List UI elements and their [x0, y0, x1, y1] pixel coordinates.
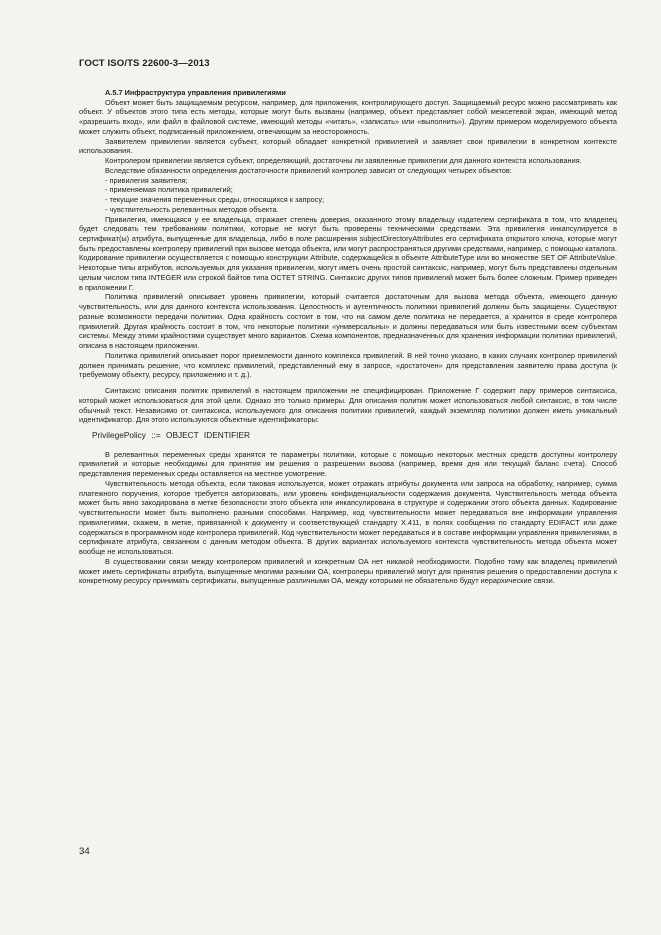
- paragraph: Объект может быть защищаемым ресурсом, например, для приложения, контролирующего доступ. Защищаемый ресурс можно рассматривать как объект. У объектов этого типа есть методы, которые могут быть вызваны (например, объект представляет собой межсетевой экран, имеющий метод «разрешить вход», или файл в файловой системе, имеющий методы «читать», «записать» или «выполнить»). Другим примером моделируемого объекта может служить объект, подписанный приложением, отвечающим за неосторожность.: [79, 97, 617, 136]
- paragraph: Чувствительность метода объекта, если таковая используется, может отражать атрибуты документа или запроса на обработку, например, сумма платежного поручения, которое требуется авторизовать, или уровень конфиденциальности содержания документа. Чувствительность метода объекта может быть явно закодирована в метке безопасности этого объекта или инкапсулирована в структуре и содержании этого объекта данных. Кодирование чувствительности может быть выполнено разными способами. Например, код чувствительности может передаваться вне информации управления привилегиями, скажем, в метке, привязанной к документу и соответствующей стандарту X.411, в полях сообщения по стандарту EDIFACT или даже содержаться в программном коде контролера привилегий. Код чувствительности может передаваться и в составе информации управления привилегиями, в сертификате атрибута, связанном с данным методом объекта. В других вариантах используемого контекста чувствительность метода объекта может вообще не использоваться.: [79, 478, 617, 557]
- section-title: А.5.7 Инфраструктура управления привилегиями: [105, 88, 286, 97]
- paragraph: Политика привилегий описывает порог приемлемости данного комплекса привилегий. В ней точно указано, в каких случаях контролер привилегий должен принимать решение, что комплекс привилегий, представленный ему в запросе, «достаточен» для представления заявителю права доступа (к требуемому объекту, ресурсу, приложению и т. д.).: [79, 350, 617, 380]
- paragraph-syntax: Синтаксис описания политик привилегий в настоящем приложении не специфицирован. Приложение Г содержит пару примеров синтаксиса, который может использоваться для этой цели. Однако это только примеры. Для описания политик может использоваться любой синтаксис, в том числе обычный текст. Независимо от синтаксиса, используемого для описания политики привилегий, каждый экземпляр политики должен иметь уникальный идентификатор. Для этого используются объектные идентификаторы:: [79, 386, 617, 425]
- list-item: - текущие значения переменных среды, относящихся к запросу;: [105, 195, 325, 205]
- paragraph: Заявителем привилегии является субъект, который обладает конкретной привилегией и заявляет свои привилегии в конкретном контексте использования.: [79, 136, 617, 156]
- paragraph: Привилегия, имеющаяся у ее владельца, отражает степень доверия, оказанного этому владельцу издателем сертификата в том, что владелец будет следовать тем требованиям политики, которые не могут быть проверены техническими средствами. Эта привилегия инкапсулируется в сертификат(ы) атрибута, выпущенные для владельца, либо в поле расширения subjectDirectoryAttributes его сертификата открытого ключа, которые могут быть предоставлены контролеру привилегий при вызове метода объекта, или могут распространяться другими средствами, например, с помощью каталога. Кодирование привилегии осуществляется с помощью конструкции Attribute, содержащейся в объекте AttributeType или во множестве SET OF AttributeValue. Некоторые типы атрибутов, используемых для указания привилегии, могут иметь очень простой синтаксис, например, могут быть представлены отдельным целым числом типа INTEGER или строкой байтов типа OCTET STRING. Синтаксис других типов привилегий может быть более сложным. Пример приведен в приложении Г.: [79, 214, 617, 292]
- list-item: - применяемая политика привилегий;: [105, 185, 233, 195]
- document-body: [79, 88, 617, 586]
- requirements-list: [79, 176, 617, 215]
- code-line: PrivilegePolicy ::= OBJECT IDENTIFIER: [92, 429, 250, 440]
- paragraph: В существовании связи между контролером привилегий и конкретным ОА нет никакой необходимости. Подобно тому как владелец привилегий может иметь сертификаты атрибута, выпущенные многими разными ОА, контролеры привилегий могут для принятия решения о предоставлении доступа к конкретному ресурсу принимать сертификаты, выпущенные различными ОА, между которыми не обязательно будут иерархические связи.: [79, 556, 617, 586]
- list-item: - чувствительность релевантных методов объекта.: [105, 204, 279, 214]
- paragraph: Вследствие обязанности определения достаточности привилегий контролер зависит от следующих четырех объектов:: [105, 165, 512, 175]
- paragraph: В релевантных переменных среды хранятся те параметры политики, которые с помощью некоторых местных средств доступны контролеру привилегий и которые необходимы для принятия им решения о разрешении вызова (например, время дня или текущий баланс счета). Способ представления переменных среды оставляется на местное усмотрение.: [79, 449, 617, 479]
- paragraph: Контролером привилегии является субъект, определяющий, достаточны ли заявленные привилегии для данного контекста использования.: [105, 156, 582, 166]
- document-header: ГОСТ ISO/TS 22600-3—2013: [79, 58, 210, 69]
- list-item: - привилегия заявителя;: [105, 175, 188, 185]
- paragraph: Политика привилегий описывает уровень привилегии, который считается достаточным для вызова метода объекта, имеющего данную чувствительность, или для данного контекста использования. Целостность и аутентичность политики привилегий должны быть защищены. Существуют разные возможности передачи политики. Одна крайность состоит в том, что на самом деле политика не передается, а хранится в среде контролера привилегий. Другая крайность состоит в том, что некоторые политики «универсальны» и должны передаваться или быть известными всем субъектам системы. Между этими крайностями существует много вариантов. Схема компонентов, предназначенных для хранения информации политики привилегий, описана в настоящем приложении.: [79, 292, 617, 351]
- page-number: 34: [79, 846, 90, 857]
